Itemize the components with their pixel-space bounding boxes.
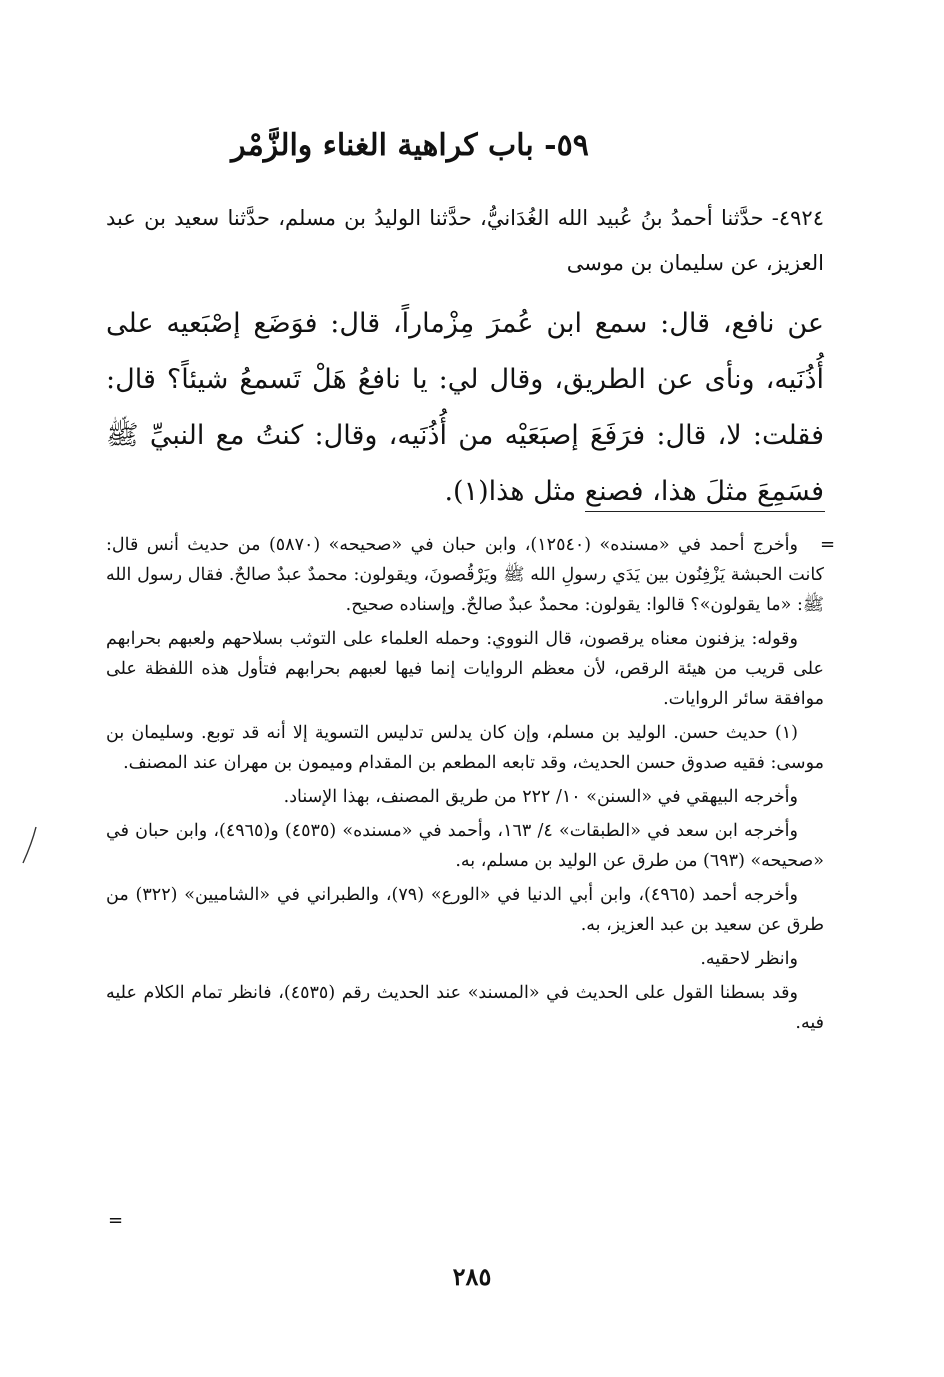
footnote-paragraph: وقد بسطنا القول على الحديث في «المسند» عند الحديث رقم (٤٥٣٥)، فانظر تمام الكلام عليه فيه. bbox=[106, 983, 824, 1033]
footnote-paragraph: وأخرجه البيهقي في «السنن» ١٠/ ٢٢٢ من طريق المصنف، بهذا الإسناد. bbox=[283, 787, 798, 807]
continuation-mark-bottom: = bbox=[108, 1210, 124, 1231]
footnote-paragraph: وأخرج أحمد في «مسنده» (١٢٥٤٠)، وابن حبان في «صحيحه» (٥٨٧٠) من حديث أنس قال: كانت الحبشة يَزْفِنُون بين يَدَي رسولِ الله ﷺ ويَرْقُصونَ، ويقولون: محمدٌ عبدٌ صالحٌ. فقال رسول الله ﷺ: «ما يقولون»؟ قالوا: يقولون: محمدٌ عبدٌ صالحٌ. وإسناده صحيح. bbox=[106, 535, 824, 615]
page-number: ٢٨٥ bbox=[452, 1262, 492, 1291]
footnote-paragraph: وقوله: يزفنون معناه يرقصون، قال النووي: وحمله العلماء على التوثب بسلاحهم ولعبهم بحرابهم على قريب من هيئة الرقص، لأن معظم الروايات إنما فيها لعبهم بحرابهم فتأول هذه اللفظة على موافقة سائر الروايات. bbox=[106, 629, 824, 709]
margin-pen-mark bbox=[20, 825, 40, 865]
footnotes bbox=[106, 530, 824, 1042]
footnote-paragraph: وأخرجه ابن سعد في «الطبقات» ٤/ ١٦٣، وأحمد في «مسنده» (٤٥٣٥) و(٤٩٦٥)، وابن حبان في «صحيحه» (٦٩٣) من طرق عن الوليد بن مسلم، به. bbox=[106, 821, 824, 871]
footnote-paragraph: وانظر لاحقيه. bbox=[700, 949, 798, 969]
footnote-paragraph: (١) حديث حسن. الوليد بن مسلم، وإن كان يدلس تدليس التسوية إلا أنه قد توبع. وسليمان بن موسى: فقيه صدوق حسن الحديث، وقد تابعه المطعم بن المقدام وميمون بن مهران عند المصنف. bbox=[106, 723, 824, 773]
hadith-matn: عن نافع، قال: سمع ابن عُمرَ مِزْماراً، قال: فوَضَع إصْبَعيه على أُذُنَيه، ونأى عن الطريق، وقال لي: يا نافعُ هَلْ تَسمعُ شيئاً؟ قال: فقلت: لا، قال: فرَفَعَ إصبَعَيْه من أُذُنَيه، وقال: كنتُ مع النبيِّ ﷺ فسَمِعَ مثلَ هذا، فصنع مثل هذا(١). bbox=[106, 308, 824, 507]
footnote-separator bbox=[585, 511, 825, 512]
hadith-isnad: ٤٩٢٤- حدَّثنا أحمدُ بنُ عُبيد الله الغُدَانيُّ، حدَّثنا الوليدُ بن مسلم، حدَّثنا سعيد بن عبد العزيز، عن سليمان بن موسى bbox=[106, 206, 824, 275]
chapter-title: ٥٩- باب كراهية الغناء والزَّمْر bbox=[231, 128, 589, 163]
footnote-paragraph: وأخرجه أحمد (٤٩٦٥)، وابن أبي الدنيا في «الورع» (٧٩)، والطبراني في «الشاميين» (٣٢٢) من طرق عن سعيد بن عبد العزيز، به. bbox=[106, 885, 824, 935]
continuation-mark-top: = bbox=[820, 534, 836, 555]
